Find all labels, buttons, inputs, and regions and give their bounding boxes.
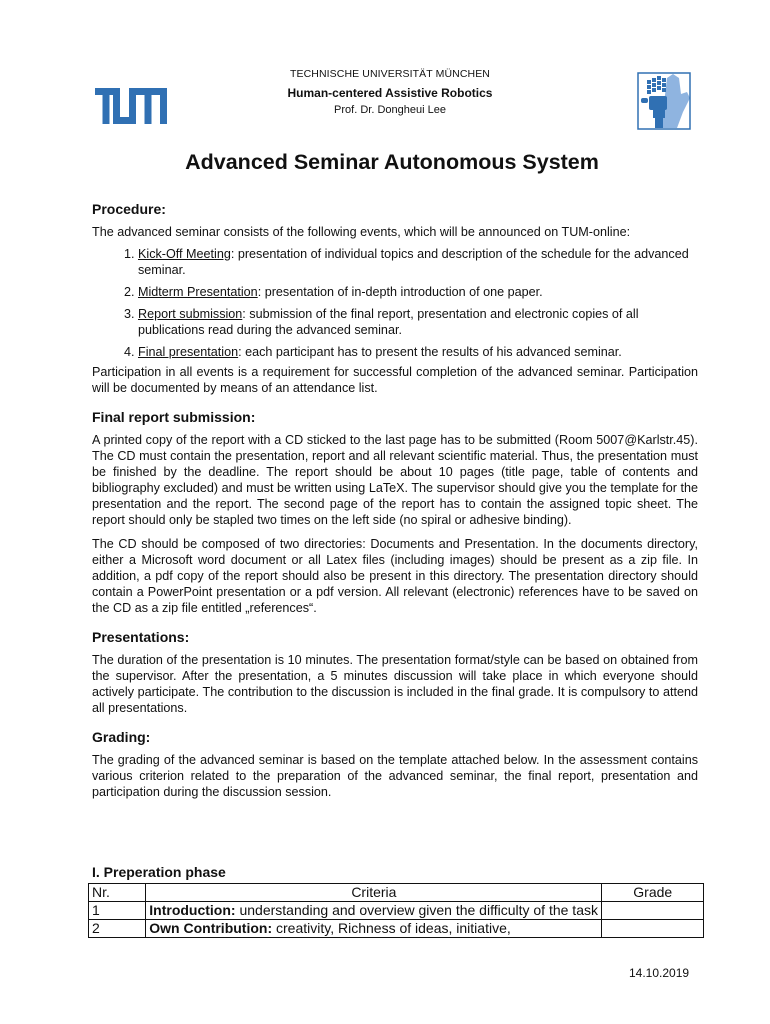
list-item — [138, 344, 698, 360]
row-grade — [602, 902, 704, 920]
phase-title: I. Preperation phase — [92, 864, 226, 880]
document-title: Advanced Seminar Autonomous System — [185, 150, 599, 174]
table-row — [89, 920, 704, 938]
participation-text: Participation in all events is a requirement for successful completion of the advanced seminar. Participation will be documented by means of an attendance list. — [92, 365, 698, 395]
row-nr: 2 — [89, 920, 146, 938]
event-desc: : submission of the final report, presentation and electronic copies of all publications read during the advanced seminar. — [138, 307, 639, 337]
final-report-heading: Final report submission: — [92, 409, 256, 425]
presentations-heading: Presentations: — [92, 629, 190, 645]
list-item — [138, 246, 698, 278]
list-item — [138, 284, 698, 300]
document-body — [92, 200, 698, 800]
event-term: Midterm Presentation — [138, 285, 258, 299]
event-term: Report submission — [138, 307, 243, 321]
table-header-row — [89, 884, 704, 902]
university-name: TECHNISCHE UNIVERSITÄT MÜNCHEN — [290, 68, 490, 80]
procedure-intro: The advanced seminar consists of the following events, which will be announced on TUM-online: — [92, 225, 631, 239]
professor-name: Prof. Dr. Dongheui Lee — [334, 104, 446, 116]
criteria-term: Introduction: — [149, 902, 236, 918]
column-header-criteria: Criteria — [146, 884, 602, 902]
grading-paragraph: The grading of the advanced seminar is based on the template attached below. In the assessment contains various criterion related to the preparation of the advanced seminar, the final report, presentation and participation during the discussion session. — [92, 753, 698, 799]
grading-heading: Grading: — [92, 729, 151, 745]
criteria-desc: creativity, Richness of ideas, initiative, — [272, 920, 511, 936]
footer-date: 14.10.2019 — [629, 966, 690, 980]
row-criteria — [146, 902, 602, 920]
presentations-paragraph: The duration of the presentation is 10 minutes. The presentation format/style can be based on obtained from the supervisor. After the presentation, a 5 minutes discussion will take place in which everyone should actively participate. The contribution to the discussion is included in the final grade. It is compulsory to attend all presentations. — [92, 653, 698, 715]
robot-hand-logo — [637, 72, 691, 130]
row-criteria — [146, 920, 602, 938]
final-report-paragraph-2: The CD should be composed of two directories: Documents and Presentation. In the documents directory, either a Microsoft word document or all Latex files (including images) should be present as a zip file. In addition, a pdf copy of the report should also be present in this directory. The presentation directory should contain a PowerPoint presentation or a pdf version. All relevant (electronic) references have to be saved on the CD as a zip file entitled „references“. — [92, 537, 698, 615]
column-header-grade: Grade — [602, 884, 704, 902]
row-grade — [602, 920, 704, 938]
event-desc: : presentation of in-depth introduction of one paper. — [257, 285, 543, 299]
row-nr: 1 — [89, 902, 146, 920]
criteria-term: Own Contribution: — [149, 920, 273, 936]
criteria-table — [88, 883, 704, 938]
chair-name: Human-centered Assistive Robotics — [287, 86, 493, 100]
list-item — [138, 306, 698, 338]
table-row — [89, 902, 704, 920]
event-desc: : each participant has to present the results of his advanced seminar. — [238, 345, 622, 359]
event-desc: : presentation of individual topics and description of the schedule for the advanced seminar. — [138, 247, 689, 277]
criteria-desc: understanding and overview given the difficulty of the task — [235, 902, 598, 918]
procedure-list — [92, 246, 698, 360]
column-header-nr: Nr. — [89, 884, 146, 902]
final-report-paragraph-1: A printed copy of the report with a CD sticked to the last page has to be submitted (Room 5007@Karlstr.45). The CD must contain the presentation, report and all relevant scientific material. Thus, the presentation must be finished by the deadline. The report should be about 10 pages (title page, table of contents and bibliography excluded) and must be written using LaTeX. The supervisor should give you the template for the presentation and the report. The second page of the report has to contain the assigned topic sheet. The report should only be stapled two times on the left side (no spiral or adhesive binding). — [92, 433, 698, 527]
event-term: Final presentation — [138, 345, 239, 359]
event-term: Kick-Off Meeting — [138, 247, 231, 261]
procedure-heading: Procedure: — [92, 201, 166, 217]
